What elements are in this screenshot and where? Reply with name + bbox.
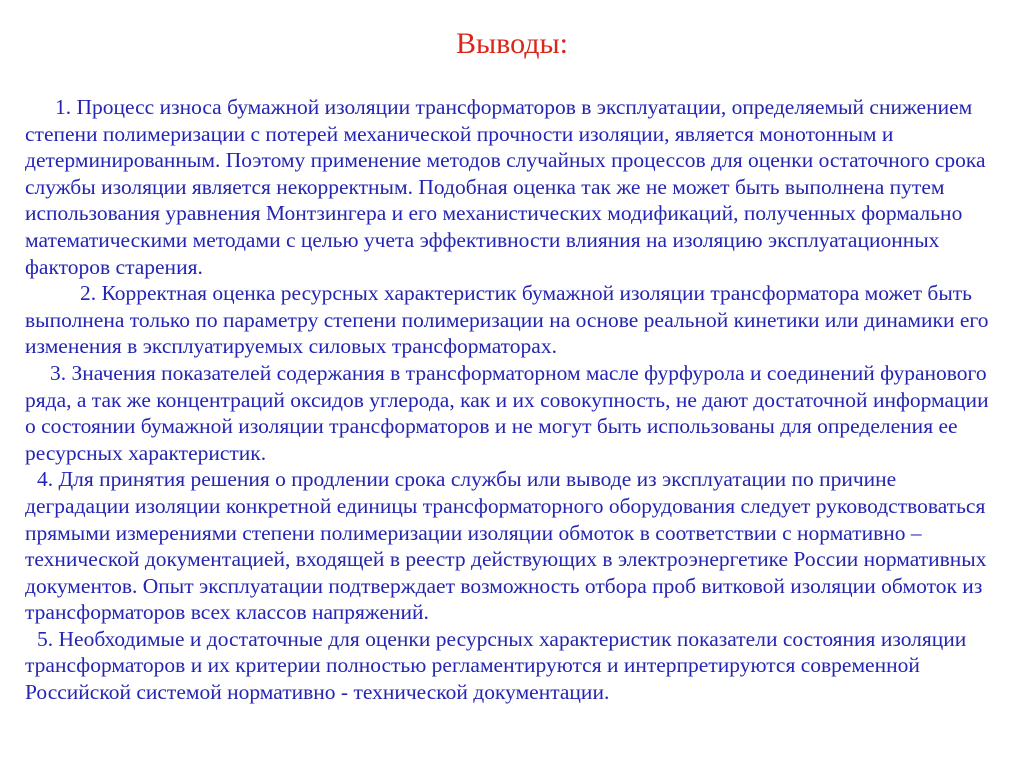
conclusion-paragraph-5: 5. Необходимые и достаточные для оценки ресурсных характеристик показатели состояния изоляции трансформаторов и их критерии полностью регламентируются и интерпретируются современной Российской системой нормативно - технической документации. xyxy=(25,626,967,705)
conclusions-body xyxy=(25,94,1000,706)
conclusion-paragraph-1: 1. Процесс износа бумажной изоляции трансформаторов в эксплуатации, определяемый снижением степени полимеризации с потерей механической прочности изоляции, является монотонным и детерминированным. Поэтому применение методов случайных процессов для оценки остаточного срока службы изоляции является некорректным. Подобная оценка так же не может быть выполнена путем использования уравнения Монтзингера и его механистических модификаций, полученных формально математическими методами с целью учета эффективности влияния на изоляцию эксплуатационных факторов старения. xyxy=(25,95,986,279)
conclusion-paragraph-2: 2. Корректная оценка ресурсных характеристик бумажной изоляции трансформатора может быть выполнена только по параметру степени полимеризации на основе реальной кинетики или динамики его изменения в эксплуатируемых силовых трансформаторах. xyxy=(25,281,989,359)
slide-title: Выводы: xyxy=(455,27,569,60)
conclusion-paragraph-3: 3. Значения показателей содержания в трансформаторном масле фурфурола и соединений фуранового ряда, а так же концентраций оксидов углерода, как и их совокупность, не дают достаточной информации о состоянии бумажной изоляции трансформаторов и не могут быть использованы для определения ее ресурсных характеристик. xyxy=(25,360,989,465)
conclusion-paragraph-4: 4. Для принятия решения о продлении срока службы или выводе из эксплуатации по причине деградации изоляции конкретной единицы трансформаторного оборудования следует руководствоваться прямыми измерениями степени полимеризации изоляции обмоток в соответствии с нормативно – технической документацией, входящей в реестр действующих в электроэнергетике России нормативных документов. Опыт эксплуатации подтверждает возможность отбора проб витковой изоляции обмоток из трансформаторов всех классов напряжений. xyxy=(25,467,987,625)
